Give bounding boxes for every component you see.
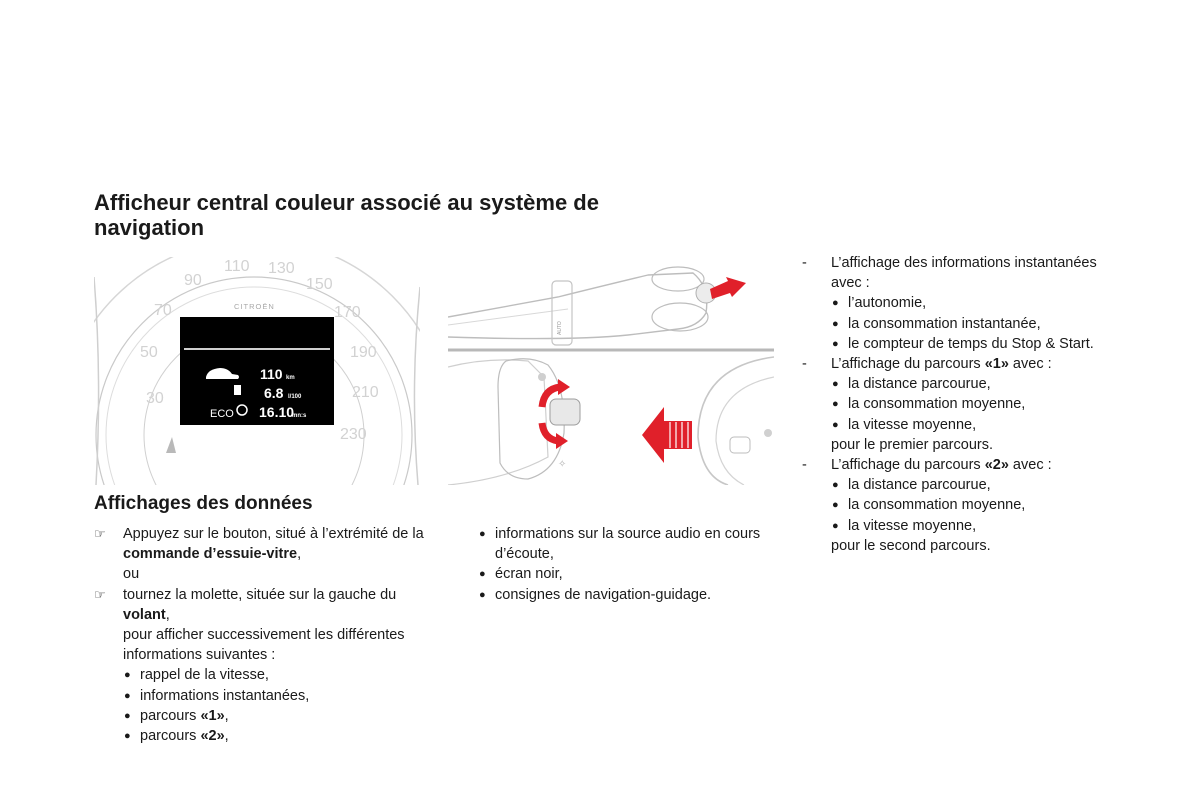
speed-tick: 30 — [146, 390, 164, 407]
fuel-pump-icon — [234, 385, 241, 395]
list-item: ● parcours «1», — [123, 706, 434, 726]
page-title: Afficheur central couleur associé au système de navigation — [94, 190, 599, 240]
display-section: - L’affichage du parcours «1» avec : — [802, 356, 1052, 373]
steering-wheel-label: volant — [123, 606, 166, 623]
middle-column — [478, 524, 768, 605]
list-item: ● l’autonomie, — [831, 293, 1130, 313]
cluster-illustration — [94, 257, 420, 485]
range-value: 110 — [260, 366, 283, 382]
display-section: - L’affichage du parcours «2» avec : — [802, 457, 1052, 474]
eco-label: ECO — [210, 408, 234, 420]
list-item: ● la vitesse moyenne, — [831, 415, 1130, 435]
left-column — [94, 524, 434, 746]
list-item: ● rappel de la vitesse, — [123, 665, 434, 685]
list-item: ● la distance parcourue, — [831, 374, 1130, 394]
center-screen — [180, 317, 334, 425]
speed-tick: 150 — [306, 276, 333, 293]
list-item: ● informations instantanées, — [123, 686, 434, 706]
thumbwheel — [550, 399, 580, 425]
instrument-cluster-figure — [94, 257, 420, 485]
list-item: ● la vitesse moyenne, — [831, 516, 1130, 536]
speed-tick: 90 — [184, 272, 202, 289]
brightness-icon — [538, 373, 546, 381]
speed-tick: 110 — [224, 258, 250, 275]
instruction-item — [94, 524, 434, 564]
instruction-text: , — [165, 606, 170, 623]
instruction-item — [94, 585, 434, 625]
or-text: ou — [123, 566, 140, 583]
speed-tick: 210 — [352, 384, 379, 401]
list-item: ● la consommation moyenne, — [831, 495, 1130, 515]
pointing-hand-icon: ☞ — [94, 586, 106, 602]
svg-text:✧: ✧ — [558, 459, 567, 470]
list-item: ● parcours «2», — [123, 726, 434, 746]
list-item: ● écran noir, — [478, 564, 768, 584]
list-item: ● informations sur la source audio en cours d’écoute, — [478, 524, 768, 564]
consumption-value: 6.8 — [264, 385, 284, 401]
stopstart-unit: mn:s — [292, 413, 307, 419]
list-item: ● la distance parcourue, — [831, 475, 1130, 495]
speed-tick: 70 — [154, 302, 172, 319]
speed-tick: 190 — [350, 344, 377, 361]
pointing-hand-icon: ☞ — [94, 526, 106, 541]
section-subtitle: Affichages des données — [94, 493, 313, 514]
right-column — [800, 253, 1130, 556]
speed-tick: 50 — [140, 344, 158, 361]
section-end-text: pour le second parcours. — [831, 537, 991, 554]
speed-tick: 130 — [268, 260, 295, 277]
instruction-text: , — [297, 546, 302, 563]
list-item: ● le compteur de temps du Stop & Start. — [831, 334, 1130, 354]
controls-figure — [448, 257, 774, 485]
speed-tick: 230 — [340, 426, 367, 443]
stopstart-value: 16.10 — [259, 404, 295, 420]
wiper-control-label: commande d’essuie-vitre — [123, 546, 298, 563]
list-item: ● la consommation instantanée, — [831, 314, 1130, 334]
display-section: - L’affichage des informations instantanées avec : — [802, 255, 1097, 292]
section-text: L’affichage des informations instantanées avec : — [831, 255, 1097, 292]
range-unit: km — [286, 375, 295, 381]
list-item: ● la consommation moyenne, — [831, 394, 1130, 414]
list-item: ● consignes de navigation-guidage. — [478, 585, 768, 605]
brand-label: CITROËN — [234, 302, 275, 311]
section-end-text: pour le premier parcours. — [831, 436, 993, 453]
intro-text: pour afficher successivement les différentes informations suivantes : — [123, 627, 405, 664]
controls-illustration — [448, 257, 774, 485]
speed-tick: 170 — [334, 304, 361, 321]
instruction-text: tournez la molette, située sur la gauche du — [123, 586, 397, 603]
consumption-unit: l/100 — [288, 394, 302, 400]
auto-label: AUTO — [557, 321, 563, 335]
instruction-text: Appuyez sur le bouton, situé à l’extrémité de la — [123, 526, 424, 542]
